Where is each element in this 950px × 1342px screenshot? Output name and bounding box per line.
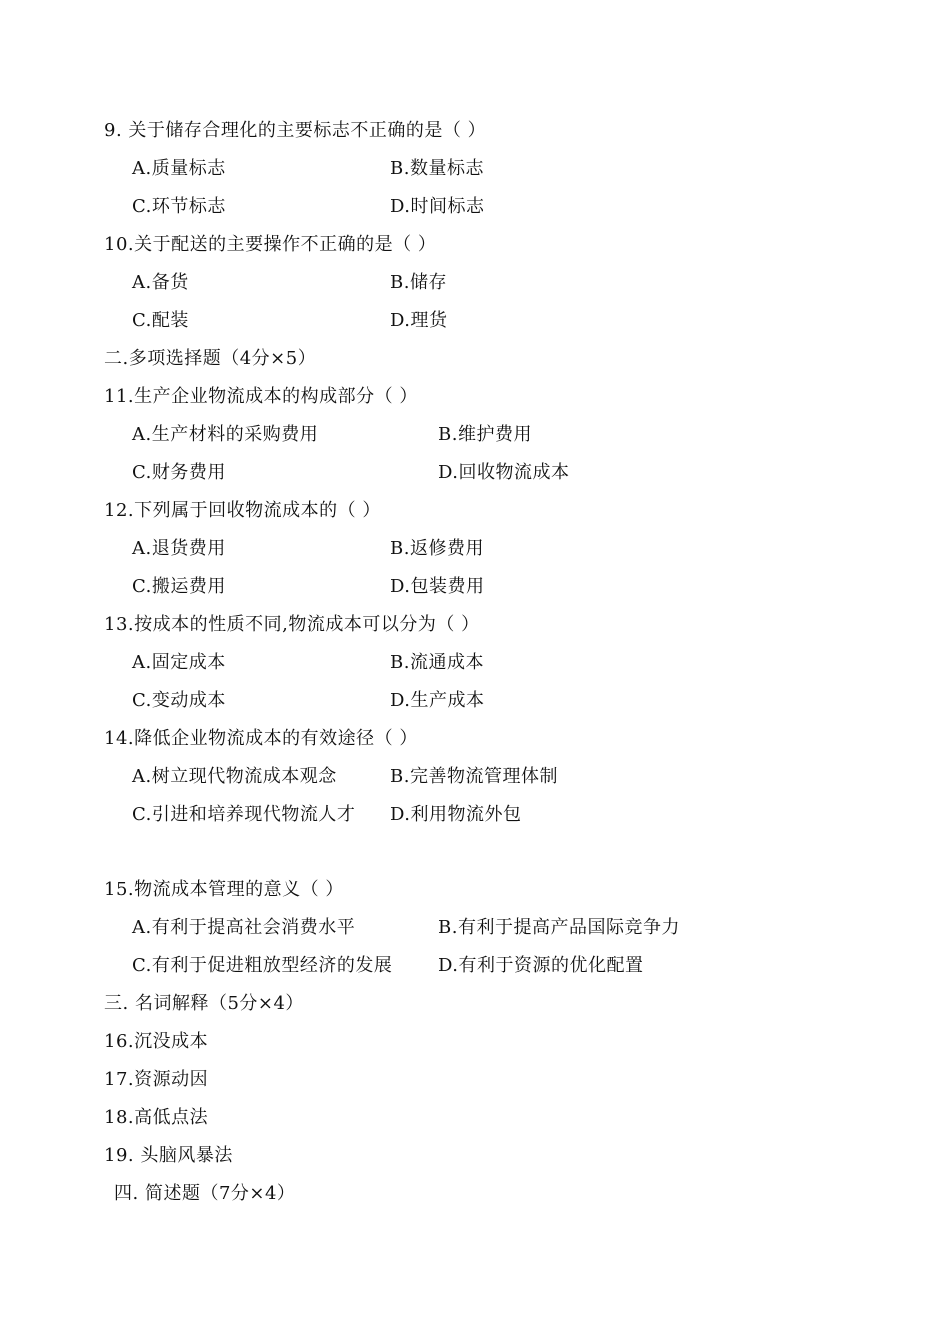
question-16: 16.沉没成本 (104, 1031, 209, 1052)
question-15-stem: 15.物流成本管理的意义（ ） (104, 879, 344, 900)
question-19: 19. 头脑风暴法 (104, 1145, 233, 1166)
question-14-option-b: B.完善物流管理体制 (390, 766, 558, 787)
question-9-option-c: C.环节标志 (132, 196, 226, 217)
question-10-option-b: B.储存 (390, 272, 447, 293)
question-9-option-a: A.质量标志 (132, 158, 226, 179)
question-17: 17.资源动因 (104, 1069, 209, 1090)
question-13-option-a: A.固定成本 (132, 652, 226, 673)
question-14-option-d: D.利用物流外包 (390, 804, 522, 825)
question-15-option-b: B.有利于提高产品国际竞争力 (438, 917, 680, 938)
question-9-stem: 9. 关于储存合理化的主要标志不正确的是（ ） (104, 120, 487, 141)
section-3-heading: 三. 名词解释（5分×4） (104, 993, 304, 1014)
question-12-option-d: D.包装费用 (390, 576, 485, 597)
question-18: 18.高低点法 (104, 1107, 209, 1128)
question-12-stem: 12.下列属于回收物流成本的（ ） (104, 500, 381, 521)
question-12-option-c: C.搬运费用 (132, 576, 226, 597)
question-11-stem: 11.生产企业物流成本的构成部分（ ） (104, 386, 418, 407)
section-2-heading: 二.多项选择题（4分×5） (104, 348, 317, 369)
question-11-option-c: C.财务费用 (132, 462, 226, 483)
question-10-stem: 10.关于配送的主要操作不正确的是（ ） (104, 234, 437, 255)
question-14-stem: 14.降低企业物流成本的有效途径（ ） (104, 728, 418, 749)
question-13-option-d: D.生产成本 (390, 690, 485, 711)
question-14-option-a: A.树立现代物流成本观念 (132, 766, 337, 787)
question-13-option-b: B.流通成本 (390, 652, 484, 673)
question-15-option-a: A.有利于提高社会消费水平 (132, 917, 356, 938)
question-10-option-d: D.理货 (390, 310, 448, 331)
question-10-option-a: A.备货 (132, 272, 189, 293)
question-13-option-c: C.变动成本 (132, 690, 226, 711)
question-12-option-b: B.返修费用 (390, 538, 484, 559)
question-10-option-c: C.配装 (132, 310, 189, 331)
question-15-option-d: D.有利于资源的优化配置 (438, 955, 644, 976)
question-11-option-d: D.回收物流成本 (438, 462, 570, 483)
question-13-stem: 13.按成本的性质不同,物流成本可以分为（ ） (104, 614, 480, 635)
question-9-option-d: D.时间标志 (390, 196, 485, 217)
question-11-option-a: A.生产材料的采购费用 (132, 424, 319, 445)
question-14-option-c: C.引进和培养现代物流人才 (132, 804, 356, 825)
question-11-option-b: B.维护费用 (438, 424, 532, 445)
question-15-option-c: C.有利于促进粗放型经济的发展 (132, 955, 393, 976)
section-4-heading: 四. 简述题（7分×4） (114, 1183, 296, 1204)
question-12-option-a: A.退货费用 (132, 538, 226, 559)
question-9-option-b: B.数量标志 (390, 158, 484, 179)
